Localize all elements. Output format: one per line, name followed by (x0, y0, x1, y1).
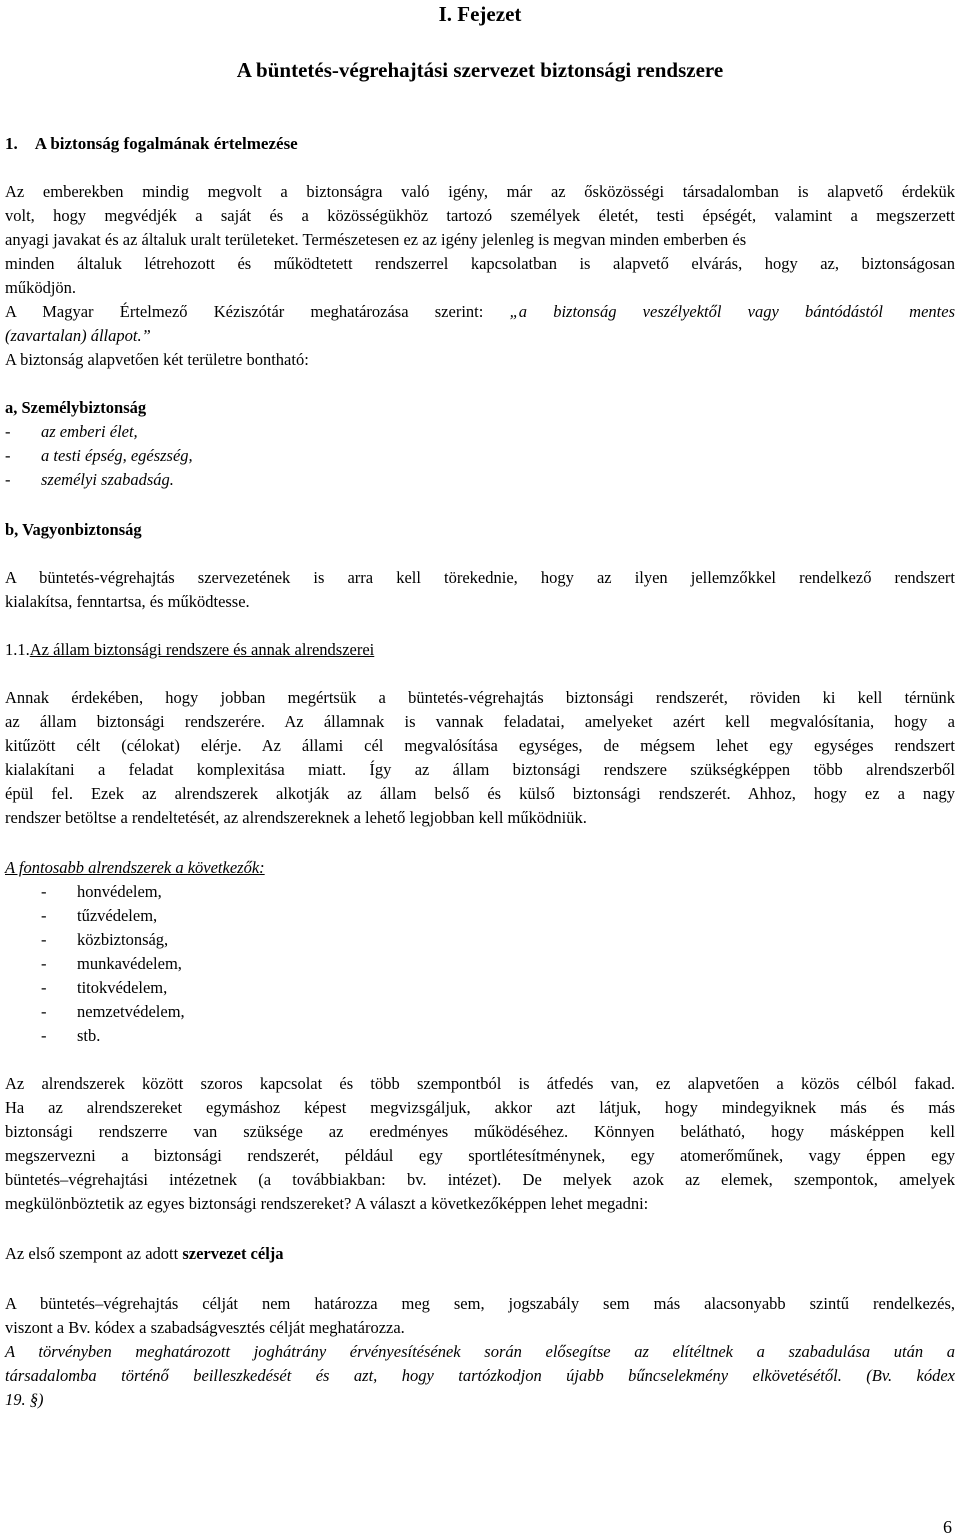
subsystem-item-1: honvédelem, (77, 882, 162, 901)
para-1-line-3 (5, 228, 746, 252)
para-1-line-3-b: Természetesen ez az igény jelenleg is megvan minden emberben és (302, 230, 747, 249)
subsystem-item-5: titokvédelem, (77, 978, 168, 997)
subheading-a: a, Személybiztonság (5, 398, 147, 417)
section-1-1-heading (5, 638, 374, 662)
para-3-line-3: kitűzött célt (célokat) elérje. Az állami cél megvalósítása egységes, de mégsem lehet egy egységes rendszert (5, 736, 955, 755)
section-1-1-title: Az állam biztonsági rendszere és annak alrendszerei (29, 640, 375, 659)
list-a-dash-1: - (5, 422, 11, 441)
definition-line-1 (5, 300, 955, 324)
first-point-text: Az első szempont az adott (5, 1244, 183, 1263)
chapter-heading: I. Fejezet (438, 2, 522, 26)
para-3-line-4: kialakítani a feladat komplexitása miatt. Így az állam biztonsági rendszere szükségképpen több alrendszerből (5, 760, 955, 779)
para-3-line-2: az állam biztonsági rendszerére. Az államnak is vannak feladatai, amelyeket azért kell megvalósítania, hogy a (5, 712, 955, 731)
section-1-1-number: 1.1. (5, 640, 30, 659)
subsystem-item-3: közbiztonság, (77, 930, 169, 949)
para-4-line-1: Az alrendszerek között szoros kapcsolat és több szempontból is átfedés van, ez alapvetően a közös célból fakad. (5, 1074, 955, 1093)
para-1-line-5: működjön. (5, 278, 77, 297)
first-point-emphasis: szervezet célja (182, 1244, 284, 1263)
subsystem-dash-2: - (41, 906, 47, 925)
definition-quote: „a biztonság veszélyektől vagy bántódástól mentes (509, 302, 956, 321)
page-number: 6 (943, 1517, 952, 1537)
definition-line-2: (zavartalan) állapot.” (5, 326, 151, 345)
para-1-line-3-a: anyagi javakat és az általuk uralt területeket. (5, 230, 299, 249)
document-title: A büntetés-végrehajtási szervezet biztonsági rendszere (236, 58, 724, 82)
para-1-line-4: minden általuk létrehozott és működtetett rendszerrel kapcsolatban is alapvető elvárás, hogy az, biztonságosan (5, 254, 955, 273)
list-a-dash-3: - (5, 470, 11, 489)
para-2-line-1: A büntetés-végrehajtás szervezetének is arra kell törekednie, hogy az ilyen jellemzőkkel rendelkező rendszert (5, 568, 955, 587)
subsystem-dash-1: - (41, 882, 47, 901)
para-4-line-5: büntetés–végrehajtási intézetnek (a továbbiakban: bv. intézet). De melyek azok az elemek, szempontok, amelyek (5, 1170, 955, 1189)
para-4-line-3: biztonsági rendszerre van szüksége az eredményes működéséhez. Könnyen belátható, hogy másképpen kell (5, 1122, 955, 1141)
para-4-line-2: Ha az alrendszereket egymáshoz képest megvizsgáljuk, akkor azt látjuk, hogy mindegyiknek más és más (5, 1098, 955, 1117)
para-6-line-2: társadalomba történő beilleszkedését és azt, hogy tartózkodjon újabb bűncselekmény elkövetésétől. (Bv. kódex (5, 1366, 955, 1385)
para-3-line-1: Annak érdekében, hogy jobban megértsük a büntetés-végrehajtás biztonsági rendszerét, röviden ki kell térnünk (5, 688, 955, 707)
list-a-dash-2: - (5, 446, 11, 465)
split-line: A biztonság alapvetően két területre bontható: (5, 350, 309, 369)
para-2-line-2: kialakítsa, fenntartsa, és működtesse. (5, 592, 250, 611)
subsystem-item-2: tűzvédelem, (77, 906, 158, 925)
subsystem-item-4: munkavédelem, (77, 954, 182, 973)
definition-intro: A Magyar Értelmező Kéziszótár meghatározása szerint: (5, 302, 484, 321)
subsystem-item-6: nemzetvédelem, (77, 1002, 185, 1021)
para-3-line-6: rendszer betöltse a rendeltetését, az alrendszereknek a lehető legjobban kell működniük. (5, 808, 587, 827)
section-1-heading: 1. A biztonság fogalmának értelmezése (5, 134, 298, 153)
para-5-line-2: viszont a Bv. kódex a szabadságvesztés célját meghatározza. (5, 1318, 405, 1337)
para-5-line-1: A büntetés–végrehajtás célját nem határozza meg sem, jogszabály sem más alacsonyabb szintű rendelkezés, (5, 1294, 955, 1313)
list-a-item-2: a testi épség, egészség, (41, 446, 193, 465)
subsystem-dash-4: - (41, 954, 47, 973)
para-1-line-2: volt, hogy megvédjék a saját és a közösségükhöz tartozó személyek életét, testi épségét, valamint a megszerzett (5, 206, 955, 225)
first-point (5, 1242, 284, 1266)
subsystem-dash-5: - (41, 978, 47, 997)
para-4-line-4: megszervezni a biztonsági rendszerét, például egy sportlétesítménynek, egy atomerőműnek, vagy éppen egy (5, 1146, 955, 1165)
subsystems-heading: A fontosabb alrendszerek a következők: (5, 858, 265, 877)
para-4-line-6: megkülönböztetik az egyes biztonsági rendszereket? A választ a következőképpen lehet megadni: (5, 1194, 649, 1213)
para-6-line-3: 19. §) (5, 1390, 44, 1409)
para-1-line-1: Az emberekben mindig megvolt a biztonságra való igény, már az ősközösségi társadalomban is alapvető érdekük (5, 182, 955, 201)
subsystem-dash-7: - (41, 1026, 47, 1045)
para-6-line-1: A törvényben meghatározott joghátrány érvényesítésének során elősegítse az elítéltnek a szabadulása után a (5, 1342, 955, 1361)
list-a-item-1: az emberi élet, (41, 422, 138, 441)
subsystem-dash-3: - (41, 930, 47, 949)
para-3-line-5: épül fel. Ezek az alrendszerek alkotják az állam belső és külső biztonsági rendszerét. Ahhoz, hogy ez a nagy (5, 784, 955, 803)
subheading-b: b, Vagyonbiztonság (5, 520, 142, 539)
subsystem-item-7: stb. (77, 1026, 101, 1045)
subsystem-dash-6: - (41, 1002, 47, 1021)
list-a-item-3: személyi szabadság. (41, 470, 174, 489)
